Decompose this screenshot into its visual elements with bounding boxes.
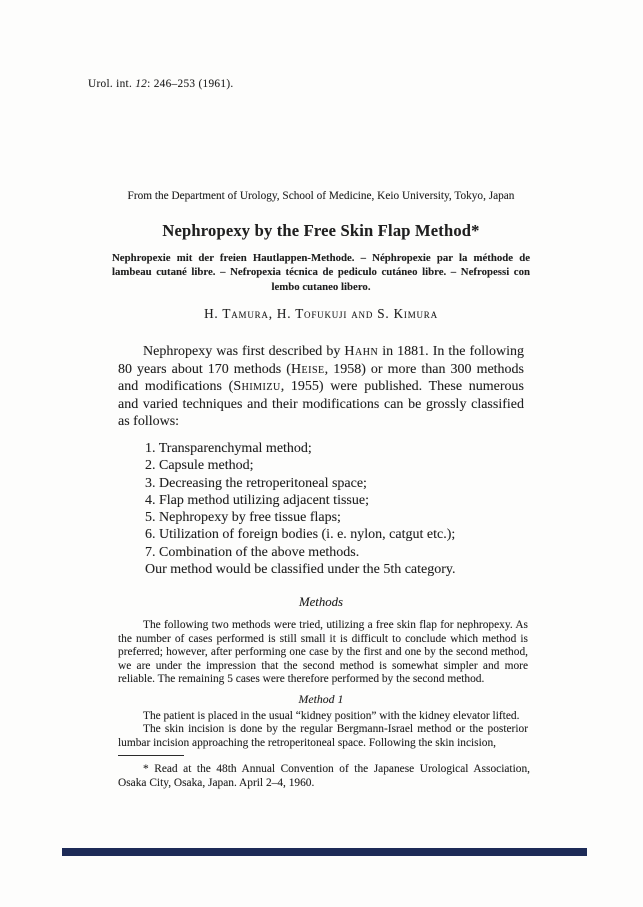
- intro-paragraph: [118, 343, 524, 431]
- classification-item-3: 3. Decreasing the retroperitoneal space;: [145, 475, 367, 491]
- classification-item-2: 2. Capsule method;: [145, 458, 254, 474]
- classification-item-7: 7. Combination of the above methods.: [145, 544, 360, 560]
- method1-paragraph-1: The patient is placed in the usual “kidney position” with the kidney elevator lifted.: [143, 710, 520, 722]
- classification-list: [145, 440, 456, 578]
- author-cite-heise: Heise: [290, 361, 325, 377]
- intro-text: , 1955) were published. These numerous and varied techniques and their modifications can be grossly classified as follows:: [118, 379, 524, 430]
- affiliation-line: From the Department of Urology, School of Medicine, Keio University, Tokyo, Japan: [127, 190, 515, 202]
- method1-heading: Method 1: [298, 692, 344, 706]
- translated-titles: Nephropexie mit der freien Hautlappen-Methode. – Néphropexie par la méthode de lambeau cutané libre. – Nefropexia técnica de pediculo cutáneo libre. – Nefropessi con lembo cutaneo libero.: [112, 252, 530, 293]
- journal-reference: [88, 78, 234, 90]
- bottom-scan-bar: [62, 848, 587, 856]
- intro-text: , 1958) or more than 300 methods and modifications (: [118, 361, 525, 395]
- footnote: * Read at the 48th Annual Convention of the Japanese Urological Association, Osaka City, Osaka, Japan. April 2–4, 1960.: [118, 763, 530, 790]
- author-cite-shimizu: Shimizu: [233, 379, 281, 395]
- intro-text: Nephropexy was first described by: [143, 344, 345, 359]
- classification-item-4: 4. Flap method utilizing adjacent tissue;: [145, 492, 369, 508]
- method1-paragraph-2: The skin incision is done by the regular Bergmann-Israel method or the posterior lumbar incision approaching the retroperitoneal space. Following the skin incision,: [118, 723, 528, 749]
- journal-pages-year: : 246–253 (1961).: [147, 78, 234, 90]
- methods-heading: Methods: [298, 595, 344, 609]
- journal-name: Urol. int.: [88, 78, 136, 90]
- author-cite-hahn: Hahn: [344, 344, 379, 359]
- authors-line: H. Tamura, H. Tofukuji and S. Kimura: [204, 306, 438, 321]
- classification-summary: Our method would be classified under the 5th category.: [145, 562, 456, 578]
- journal-volume: 12: [135, 78, 148, 90]
- footnote-divider: [118, 755, 184, 756]
- article-title: Nephropexy by the Free Skin Flap Method*: [162, 221, 480, 240]
- classification-item-6: 6. Utilization of foreign bodies (i. e. nylon, catgut etc.);: [145, 527, 456, 543]
- classification-item-5: 5. Nephropexy by free tissue flaps;: [145, 510, 341, 526]
- methods-paragraph: The following two methods were tried, utilizing a free skin flap for nephropexy. As the number of cases performed is still small it is difficult to conclude which method is preferred; however, after performing one case by the first and one by the second method, we are under the impression that the second method is somewhat simpler and more reliable. The remaining 5 cases were therefore performed by the second method.: [118, 619, 528, 685]
- intro-text: in 1881. In the following 80 years about 170 methods (: [118, 344, 524, 377]
- classification-item-1: 1. Transparenchymal method;: [145, 441, 312, 456]
